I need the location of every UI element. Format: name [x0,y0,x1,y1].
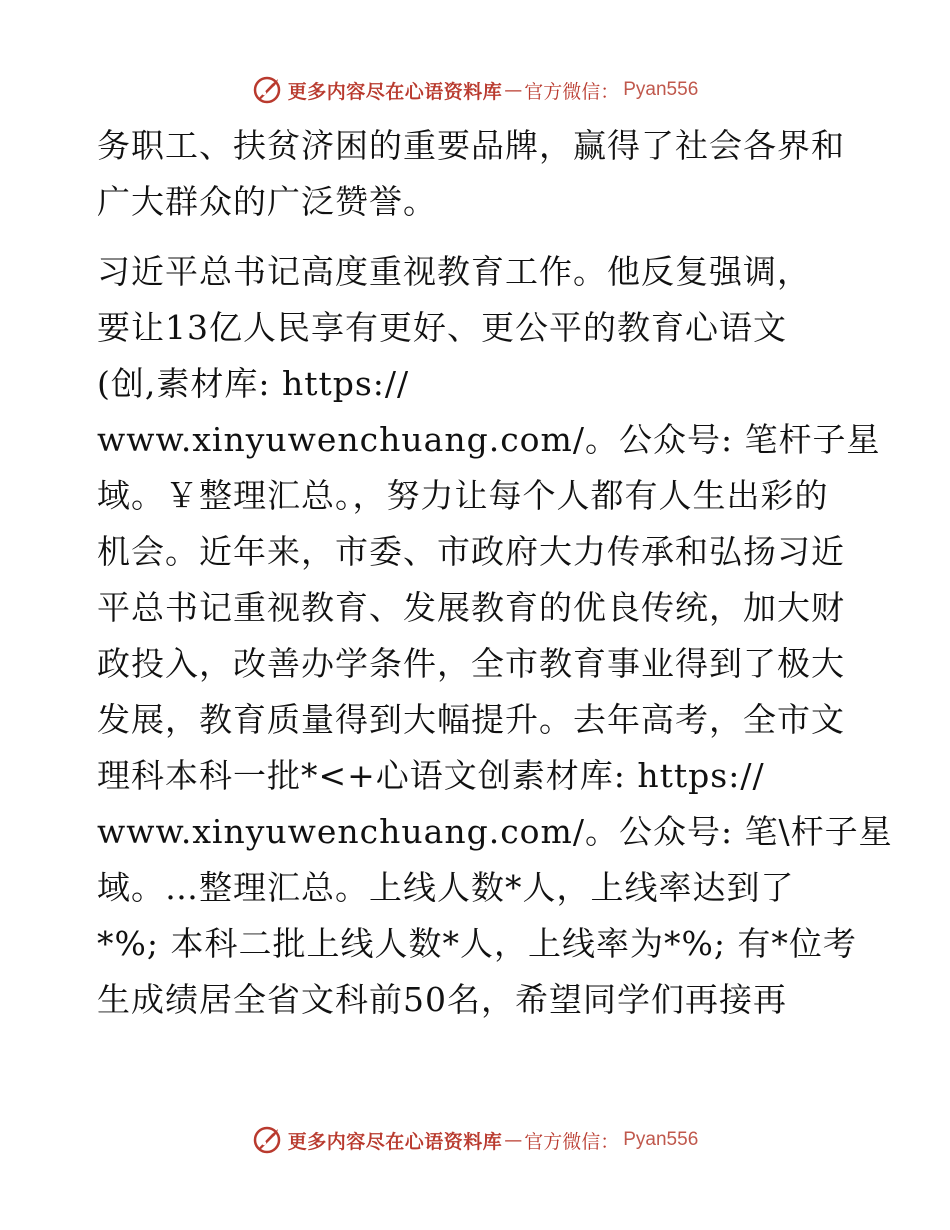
text-line: 要让13亿人民享有更好、更公平的教育心语文 [97,308,787,347]
wechat-id: Pyan556 [623,79,699,100]
footer-banner [0,1122,950,1158]
separator: — [504,79,523,101]
wechat-label: 官方微信： [524,1130,620,1153]
separator: — [504,1129,523,1151]
text-line: 域。…整理汇总。上线人数*人，上线率达到了 [97,868,795,907]
text-line: 生成绩居全省文科前50名，希望同学们再接再 [97,980,787,1019]
document-body [97,118,893,1028]
library-name: 更多内容尽在心语资料库 [287,1130,503,1153]
wechat-label: 官方微信： [524,80,620,103]
text-line: 平总书记重视教育、发展教育的优良传统，加大财 [97,588,845,627]
text-line: 政投入，改善办学条件，全市教育事业得到了极大 [97,644,845,683]
text-line: 广大群众的广泛赞誉。 [97,182,437,221]
text-line: *%; 本科二批上线人数*人，上线率为*%; 有*位考 [97,924,857,963]
text-line: 机会。近年来，市委、市政府大力传承和弘扬习近 [97,532,845,571]
text-line: 域。￥整理汇总。，努力让每个人都有人生出彩的 [97,476,829,515]
text-line: 发展，教育质量得到大幅提升。去年高考，全市文 [97,700,845,739]
paragraph-gap [97,230,857,244]
text-line: www.xinyuwenchuang.com/。公众号: 笔\杆子星 [97,812,893,851]
text-line: 理科本科一批*<+心语文创素材库: https:// [97,756,765,795]
library-name: 更多内容尽在心语资料库 [287,80,503,103]
quill-circle-icon [252,75,282,105]
text-line: (创,素材库: https:// [97,364,410,403]
text-line: 务职工、扶贫济困的重要品牌，赢得了社会各界和 [97,126,845,165]
wechat-id: Pyan556 [623,1129,699,1150]
quill-circle-icon [252,1125,282,1155]
header-banner [0,72,950,108]
text-line: www.xinyuwenchuang.com/。公众号: 笔杆子星 [97,420,881,459]
text-line: 习近平总书记高度重视教育工作。他反复强调， [97,252,811,291]
